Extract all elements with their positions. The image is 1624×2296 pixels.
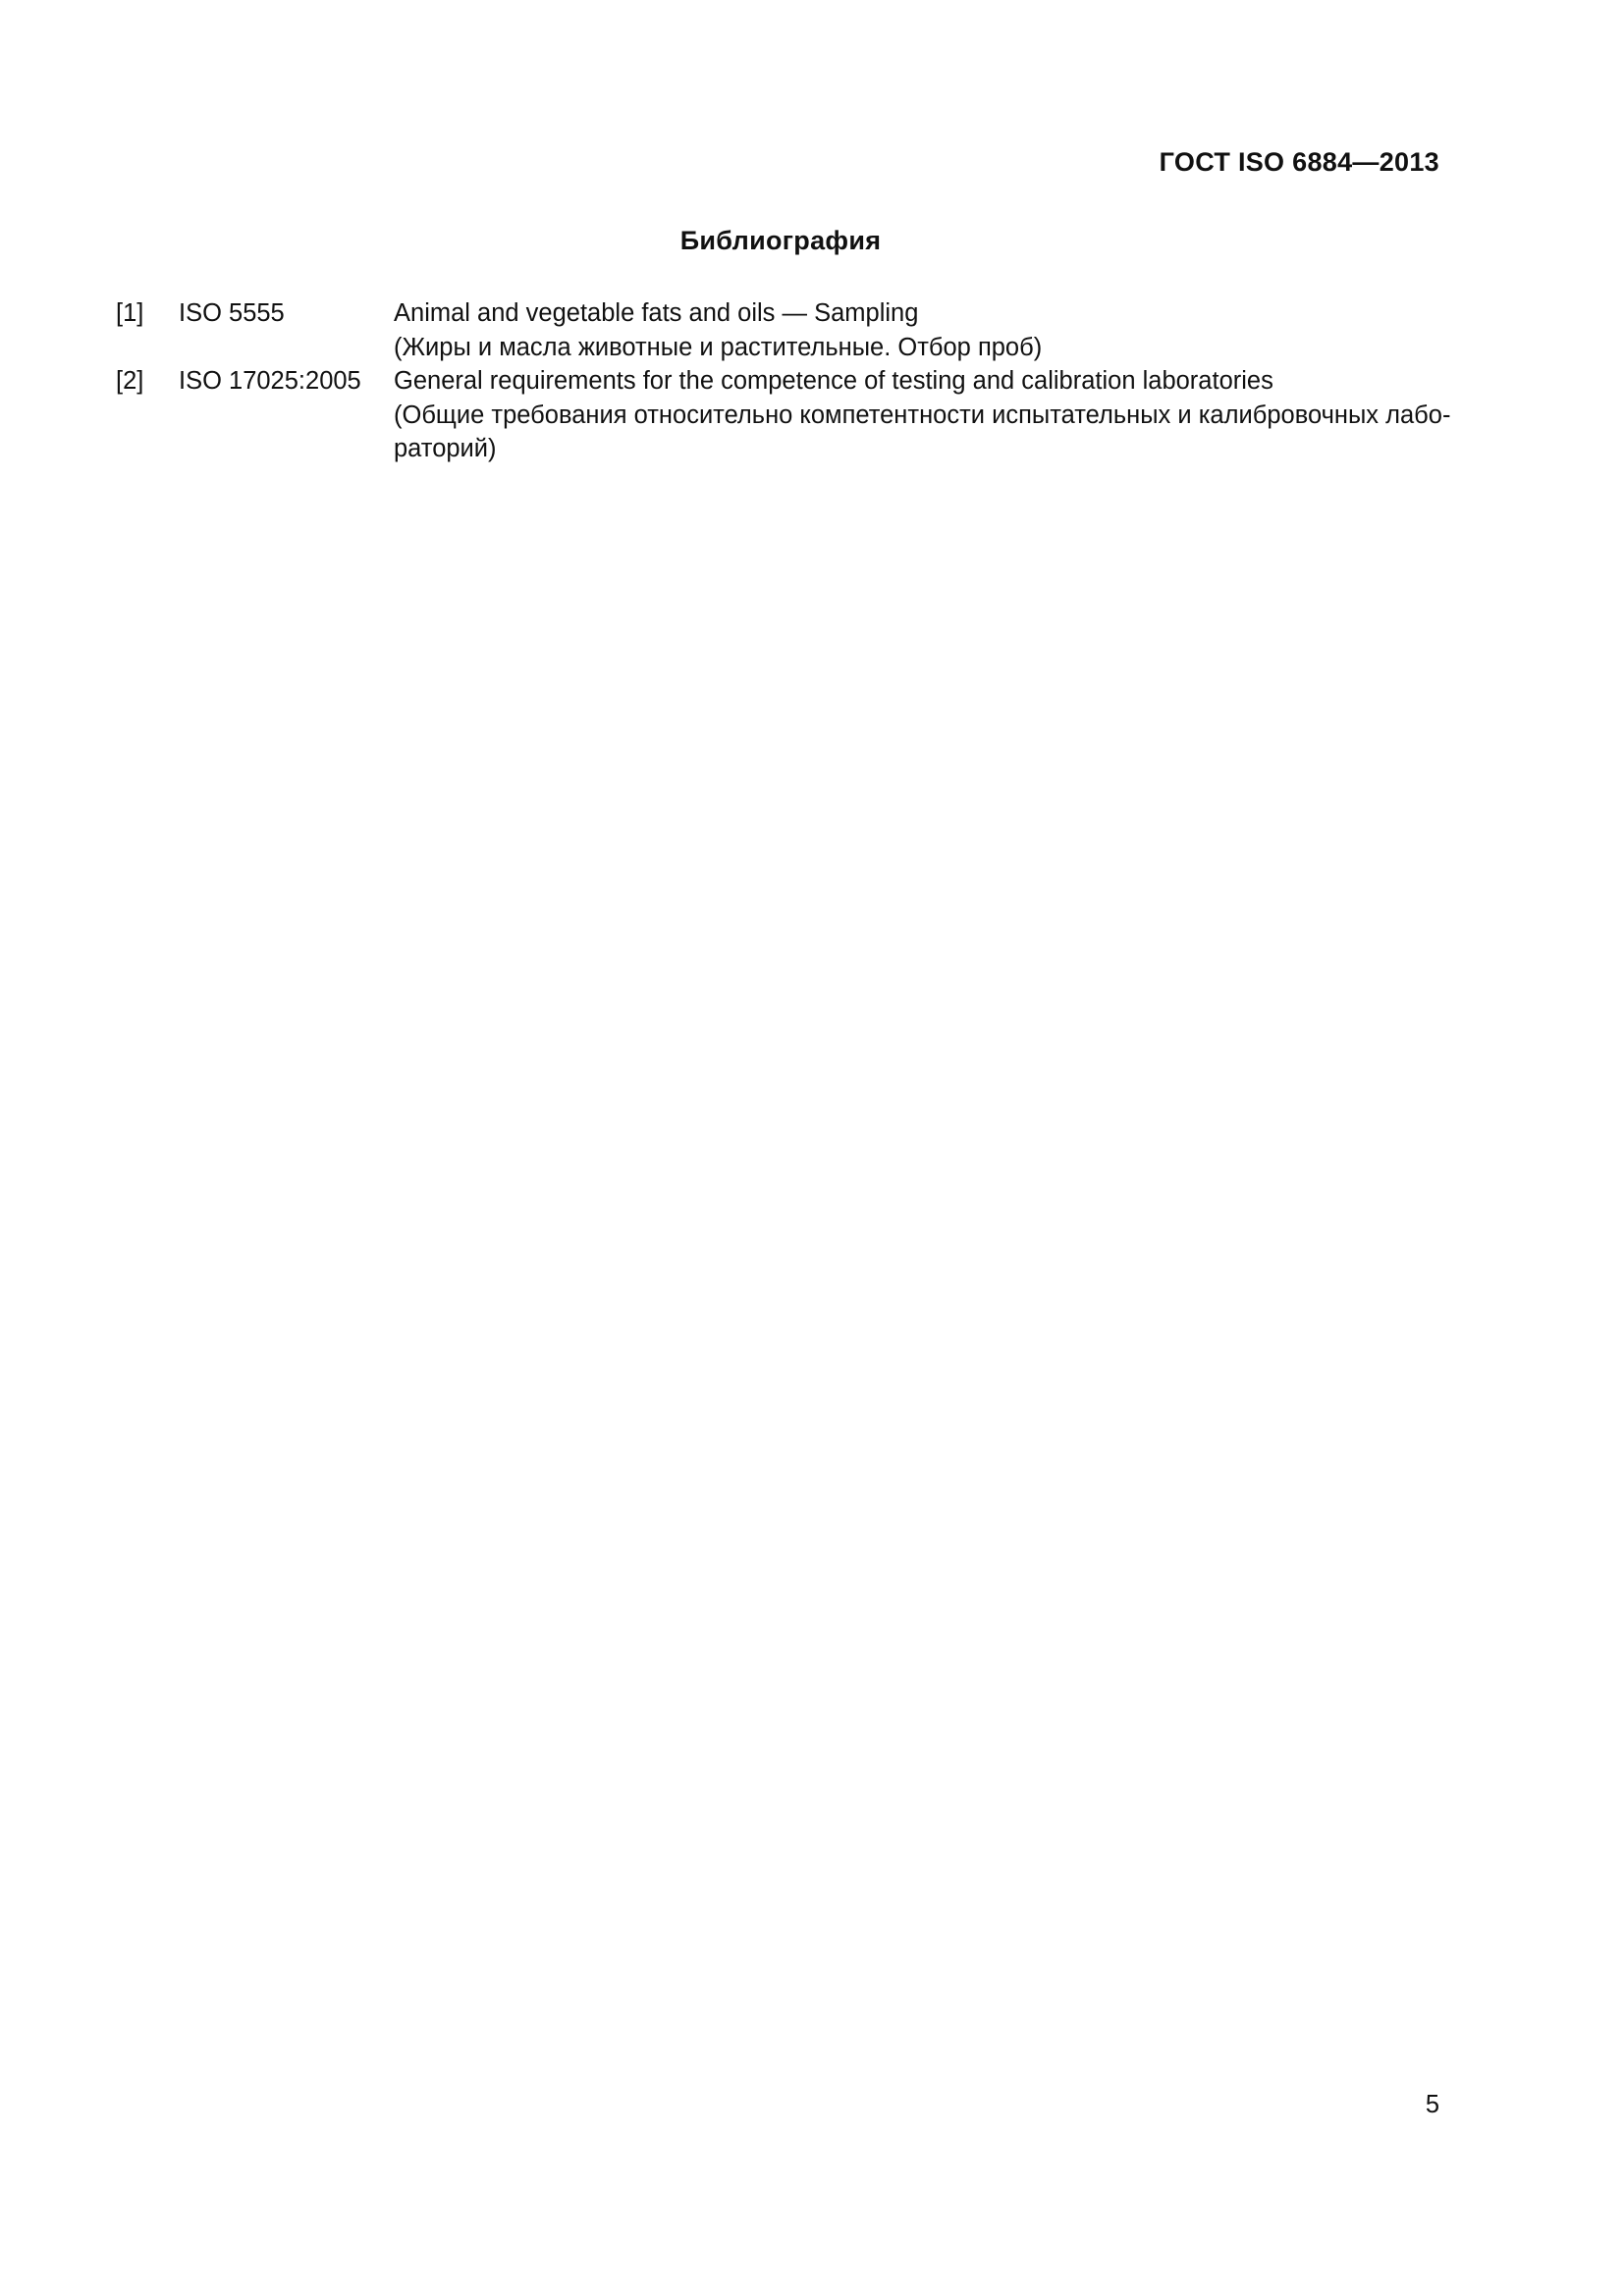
entry-standard-code: ISO 5555: [179, 299, 285, 327]
entry-translation-line-1: (Общие требования относительно компетентности испытательных и калибровочных лабо-: [394, 400, 1451, 429]
section-title: Библиография: [679, 226, 882, 255]
bibliography-list: [116, 296, 1451, 466]
bibliography-entry-1: [116, 296, 1441, 364]
entry-number: [2]: [116, 367, 144, 395]
entry-translation: (Жиры и масла животные и растительные. Отбор проб): [394, 333, 1043, 361]
page-number: 5: [1425, 2091, 1439, 2118]
entry-number: [1]: [116, 299, 144, 327]
entry-description: [394, 296, 1441, 364]
bibliography-entry-2: [116, 364, 1451, 466]
entry-standard-code: ISO 17025:2005: [179, 367, 361, 395]
entry-title: General requirements for the competence of testing and calibration laboratories: [394, 367, 1273, 395]
entry-title: Animal and vegetable fats and oils — Sampling: [394, 299, 919, 327]
document-code: ГОСТ ISO 6884—2013: [1159, 147, 1439, 177]
entry-description: [394, 364, 1451, 466]
entry-translation-line-2: раторий): [394, 435, 497, 462]
